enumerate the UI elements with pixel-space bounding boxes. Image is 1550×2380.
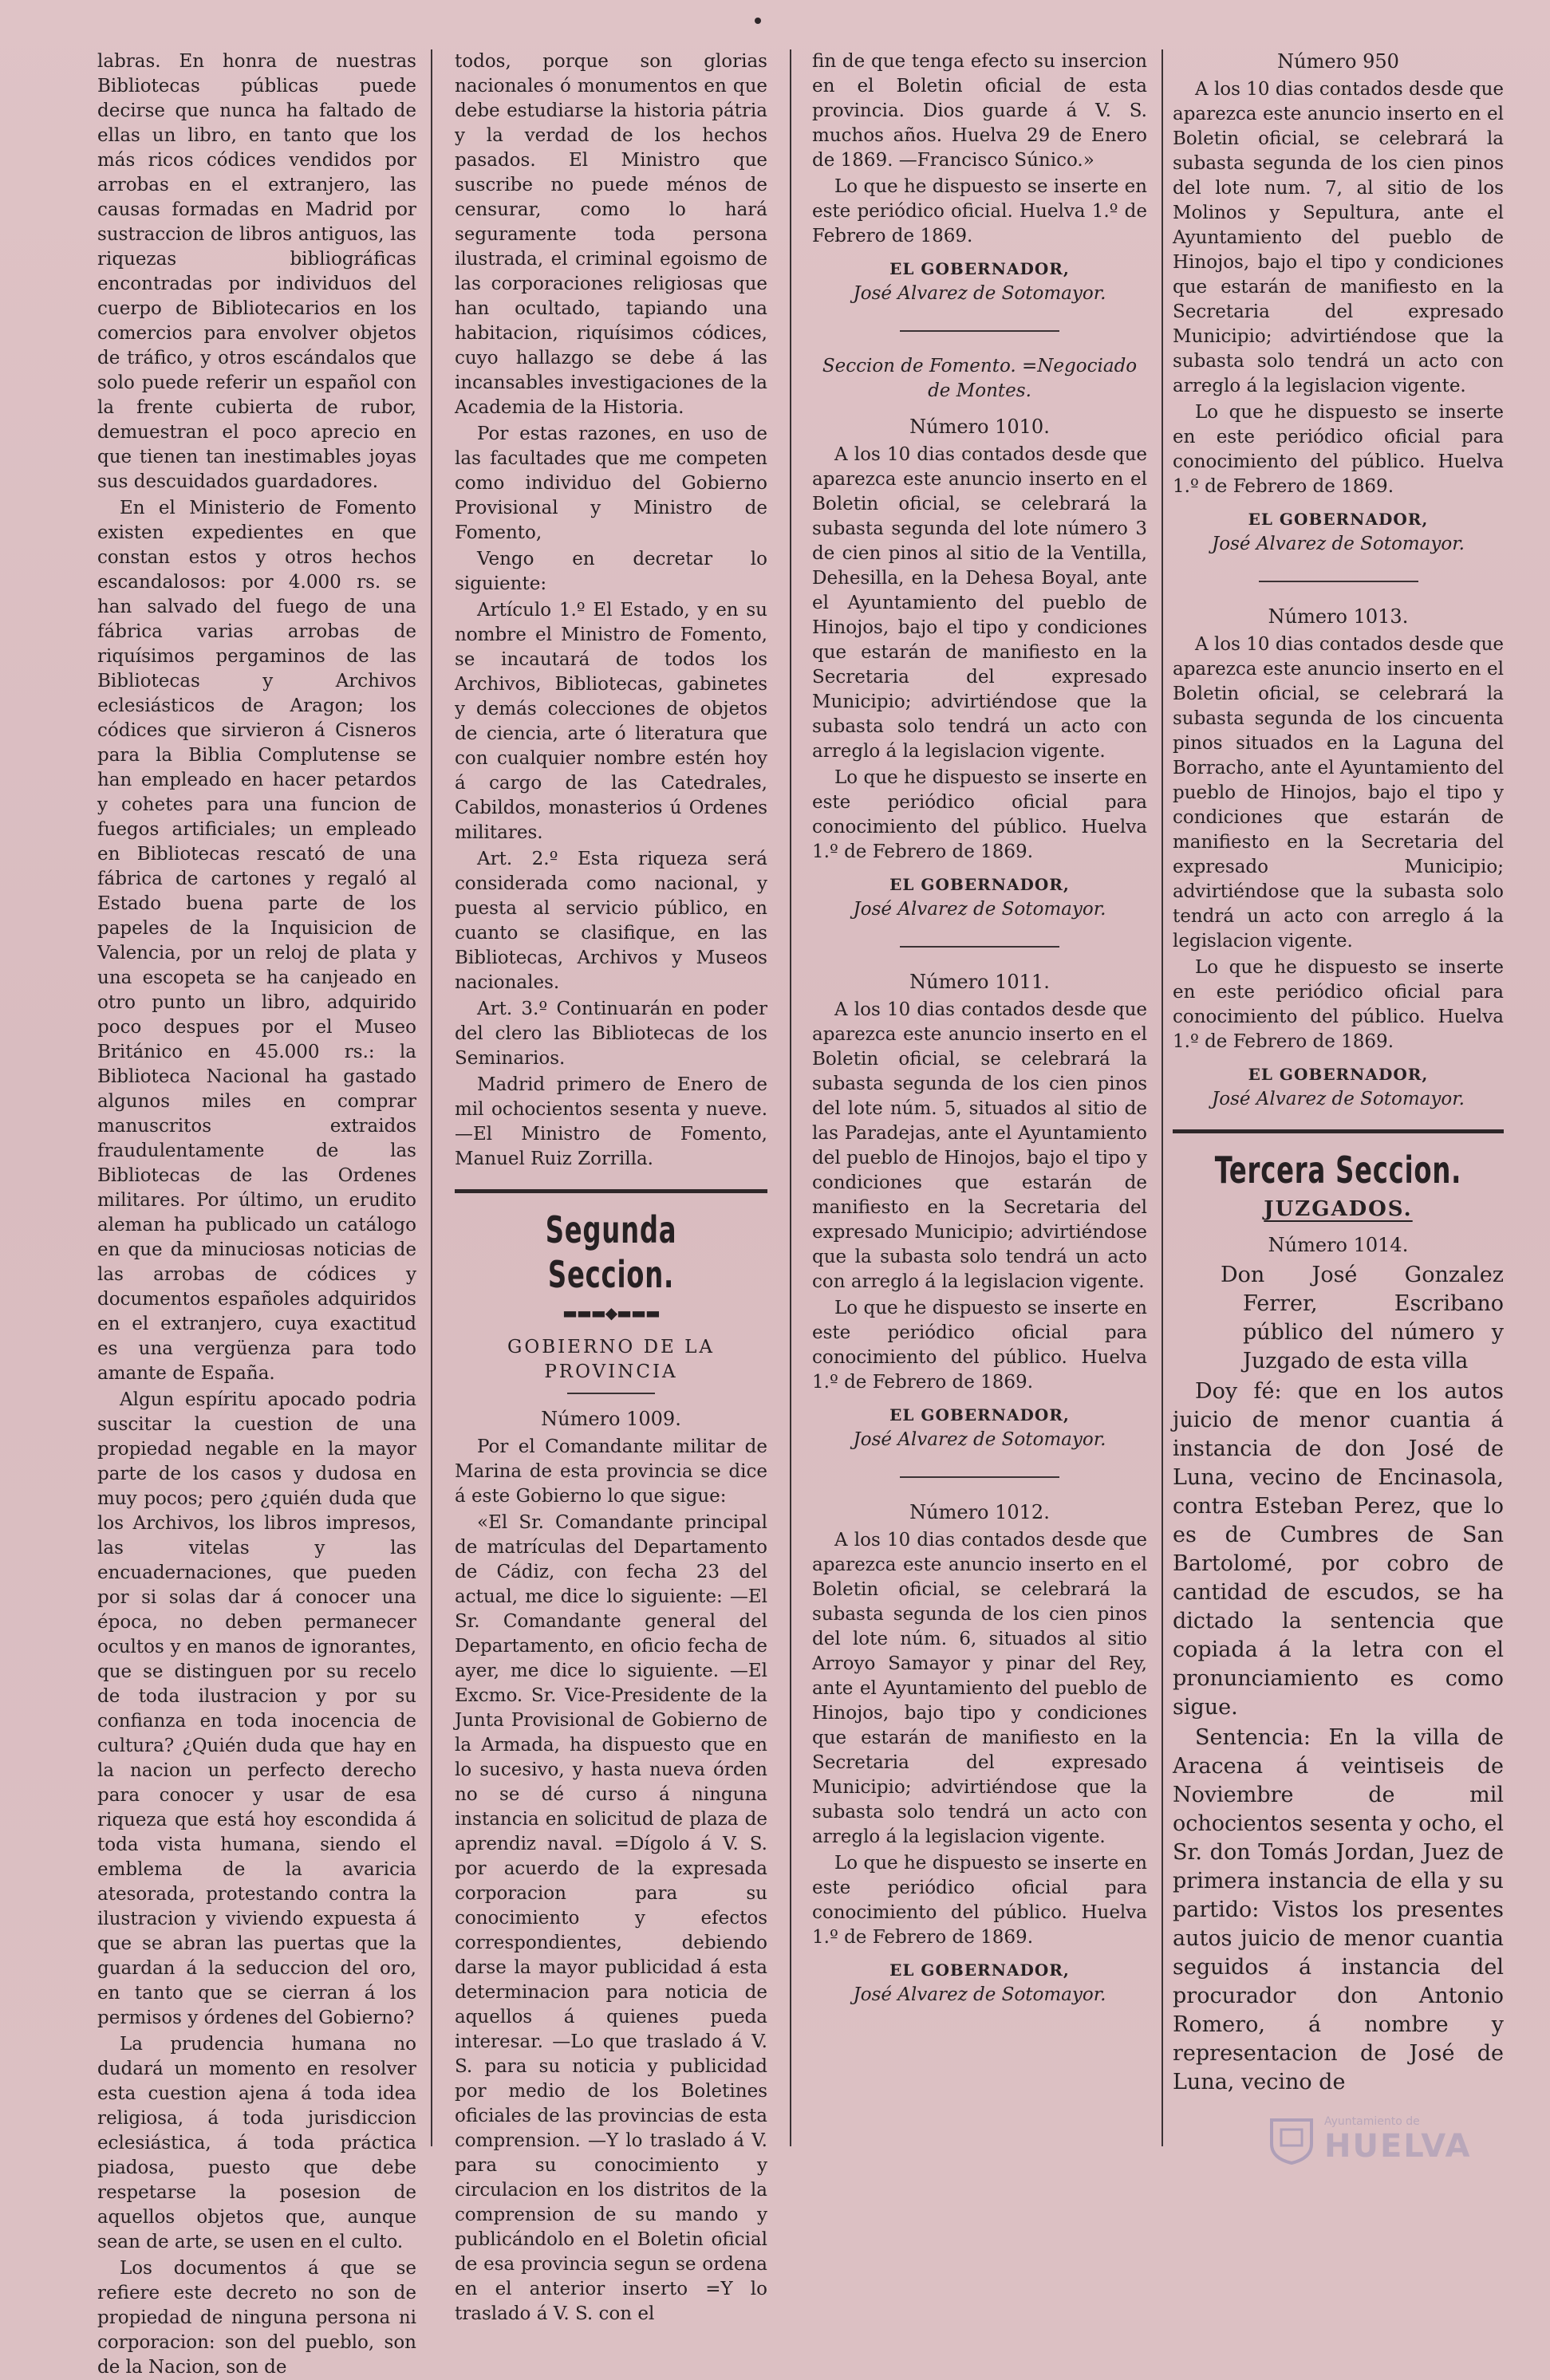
- paragraph: Lo que he dispuesto se inserte en este periódico oficial para conocimiento del público. Huelva 1.º de Febrero de 1869.: [812, 767, 1147, 862]
- signature-name: José Alvarez de Sotomayor.: [853, 1984, 1106, 2005]
- notice-number: Número 1013.: [1268, 605, 1409, 628]
- notice-divider: [900, 946, 1059, 948]
- paragraph: A los 10 dias contados desde que aparezca este anuncio inserto en el Boletin oficial, se celebrará la subasta segunda de los cien pinos del lote num. 7, al sitio de los Molinos y Sepultura, ante el Ayuntamiento del pueblo de Hinojos, bajo el tipo y condiciones que estarán de manifiesto en la Secretaria del expresado Municipio; advirtiéndose que la subasta solo tendrá un acto con arreglo á la legislacion vigente.: [1173, 79, 1504, 396]
- notice-divider: [900, 1476, 1059, 1478]
- ornament-divider: ▬▬▬◆▬▬▬: [562, 1303, 660, 1322]
- notice-number: Número 1014.: [1268, 1234, 1409, 1256]
- paragraph: En el Ministerio de Fomento existen expedientes en que constan estos y otros hechos escandalosos: por 4.000 rs. se han salvado del fuego de una fábrica varias arrobas de riquísimos pergaminos de las Bibliotecas y Archivos eclesiásticos de Aragon; los códices que sirvieron á Cisneros para la Biblia Complutense se han empleado en hacer petardos y cohetes para una funcion de fuegos artificiales; un empleado en Bibliotecas rescató de una fábrica de cartones y regaló al Estado buena parte de los papeles de la Inquisicion de Valencia, por un reloj de plata y una escopeta se ha canjeado en otro punto un libro, adquirido poco despues por el Museo Británico en 45.000 rs.: la Biblioteca Nacional ha gastado algunos miles en comprar manuscritos extraidos fraudulentamente de las Bibliotecas de las Ordenes militares. Por último, un erudito aleman ha publicado un catálogo en que da minuciosas noticias de las arrobas de códices y documentos españoles adquiridos en el extranjero, cuya exactitud es una vergüenza para todo amante de España.: [97, 498, 416, 1384]
- paragraph: Lo que he dispuesto se inserte en este periódico oficial. Huelva 1.º de Febrero de 1869.: [812, 176, 1147, 246]
- paragraph: Lo que he dispuesto se inserte en este periódico oficial para conocimiento del público. Huelva 1.º de Febrero de 1869.: [1173, 402, 1504, 497]
- paragraph: Los documentos á que se refiere este decreto no son de propiedad de ninguna persona ni corporacion: son del pueblo, son de la Nacion, son de: [97, 2258, 416, 2378]
- paragraph: Madrid primero de Enero de mil ochocientos sesenta y nueve.—El Ministro de Fomento, Manuel Ruiz Zorrilla.: [455, 1074, 767, 1169]
- paragraph: A los 10 dias contados desde que aparezca este anuncio inserto en el Boletin oficial, se celebrará la subasta segunda de los cien pinos del lote núm. 5, situados al sitio de las Paradejas, ante el Ayuntamiento del pueblo de Hinojos, bajo el tipo y condiciones que estarán de manifiesto en la Secretaria del expresado Municipio; advirtiéndose que la subasta solo tendrá un acto con arreglo á la legislacion vigente.: [812, 999, 1147, 1292]
- print-mark: [755, 18, 761, 24]
- paragraph: Artículo 1.º El Estado, y en su nombre el Ministro de Fomento, se incautará de todos los Archivos, Bibliotecas, gabinetes y demás colecciones de objetos de ciencia, arte ó literatura que con cualquier nombre estén hoy á cargo de las Catedrales, Cabildos, monasterios ú Ordenes militares.: [455, 600, 767, 843]
- signature-name: José Alvarez de Sotomayor.: [853, 283, 1106, 304]
- paragraph: Don José Gonzalez Ferrer, Escribano público del número y Juzgado de esta villa: [1221, 1263, 1504, 1373]
- notice-divider: [1259, 581, 1418, 582]
- watermark-caption: Ayuntamiento de: [1324, 2115, 1420, 2128]
- signature-name: José Alvarez de Sotomayor.: [1212, 1089, 1465, 1109]
- paragraph: «El Sr. Comandante principal de matrículas del Departamento de Cádiz, con fecha 23 del actual, me dice lo siguiente: —El Sr. Comandante general del Departamento, en oficio fecha de ayer, me dice lo siguiente. —El Excmo. Sr. Vice-Presidente de la Junta Provisional de Gobierno de la Armada, ha dispuesto que en lo sucesivo, y hasta nueva órden no se dé curso á ninguna instancia en solicitud de plaza de aprendiz naval. =Dígolo á V. S. por acuerdo de la expresada corporacion para su conocimiento y efectos correspondientes, debiendo darse la mayor publicidad á esta determinacion para noticia de aquellos á quienes pueda interesar. —Lo que traslado á V. S. para su noticia y publicidad por medio de los Boletines oficiales de las provincias de esta comprension. —Y lo traslado á V. para su conocimiento y circulacion en los distritos de la comprension de su mando y publicándolo en el Boletin oficial de esa provincia segun se ordena en el anterior inserto =Y lo traslado á V. S. con el: [455, 1512, 767, 2324]
- paragraph: Art. 2.º Esta riqueza será considerada como nacional, y puesta al servicio público, en cuanto se clasifique, en las Bibliotecas, Archivos y Museos nacionales.: [455, 849, 767, 993]
- paragraph: Art. 3.º Continuarán en poder del clero las Bibliotecas de los Seminarios.: [455, 999, 767, 1069]
- paragraph: Doy fé: que en los autos juicio de menor cuantia á instancia de don José de Luna, vecino de Encinasola, contra Esteban Perez, que lo es de Cumbres de San Bartolomé, por cobro de cantidad de escudos, se ha dictado la sentencia que copiada á la letra con el pronunciamiento es como sigue.: [1173, 1379, 1504, 1720]
- watermark-city: HUELVA: [1324, 2128, 1472, 2165]
- paragraph: labras. En honra de nuestras Bibliotecas públicas puede decirse que nunca ha faltado de ellas un libro, en tanto que los más ricos códices vendidos por arrobas en el extranjero, las causas formadas en Madrid por sustraccion de libros antiguos, las riquezas bibliográficas encontradas por individuos del cuerpo de Bibliotecarios en los comercios para envolver objetos de tráfico, y otros escándalos que solo puede referir un español con la frente cubierta de rubor, demuestran el poco aprecio en que tienen tan inestimables joyas sus descuidados guardadores.: [97, 51, 416, 492]
- paragraph: Sentencia: En la villa de Aracena á veintiseis de Noviembre de mil ochocientos sesenta y ocho, el Sr. don Tomás Jordan, Juez de primera instancia de ella y su partido: Vistos los presentes autos juicio de menor cuantia seguidos á instancia del procurador don Antonio Romero, á nombre y representacion de José de Luna, vecino de: [1173, 1725, 1504, 2094]
- paragraph: Lo que he dispuesto se inserte en este periódico oficial para conocimiento del público. Huelva 1.º de Febrero de 1869.: [812, 1853, 1147, 1948]
- paragraph: La prudencia humana no dudará un momento en resolver esta cuestion ajena á toda idea religiosa, á toda jurisdiccion eclesiástica, á toda práctica piadosa, puesto que debe respetarse la posesion de aquellos objetos que, aunque sean de arte, se usen en el culto.: [97, 2034, 416, 2252]
- column-1: [97, 49, 416, 2378]
- paragraph: Lo que he dispuesto se inserte en este periódico oficial para conocimiento del público. Huelva 1.º de Febrero de 1869.: [1173, 957, 1504, 1052]
- paragraph: Por estas razones, en uso de las facultades que me competen como individuo del Gobierno Provisional y Ministro de Fomento,: [455, 424, 767, 543]
- section-title: Tercera Seccion.: [1214, 1149, 1462, 1192]
- city-shield-icon: [1268, 2117, 1315, 2165]
- signature-title: EL GOBERNADOR,: [889, 875, 1070, 894]
- paragraph: fin de que tenga efecto su insercion en el Boletin oficial de esta provincia. Dios guarde á V. S. muchos años. Huelva 29 de Enero de 1869. —Francisco Súnico.»: [812, 51, 1147, 171]
- section-title: Segunda Seccion.: [545, 1208, 677, 1296]
- paragraph: todos, porque son glorias nacionales ó monumentos en que debe estudiarse la historia pátria y la verdad de los hechos pasados. El Ministro que suscribe no puede ménos de censurar, como lo hará seguramente toda persona ilustrada, el criminal egoismo de las corporaciones religiosas que han ocultado, tapiando una habitacion, riquísimos códices, cuyo hallazgo se debe á las incansables investigaciones de la Academia de la Historia.: [455, 51, 767, 418]
- section-subheading: Seccion de Fomento. =Negociado de Montes.: [822, 356, 1138, 401]
- government-heading: GOBIERNO DE LA PROVINCIA: [507, 1337, 716, 1382]
- section-divider: [1173, 1129, 1504, 1133]
- notice-divider: [900, 330, 1059, 332]
- paragraph: Algun espíritu apocado podria suscitar la cuestion de una propiedad negable en la mayor parte de los casos y dudosa en muy pocos; pero ¿quién duda que los Archivos, los libros impresos, las vitelas y las encuadernaciones, que pueden por si solas dar á conocer una época, no deben permanecer ocultos y en manos de ignorantes, que se distinguen por su recelo de toda ilustracion y por su confianza en toda inocencia de cultura? ¿Quién duda que hay en la nacion un perfecto derecho para conocer y usar de esa riqueza que está hoy escondida á toda vista humana, siendo el emblema de la avaricia atesorada, protestando contra la ilustracion y viviendo expuesta á que se abran las puertas que la guardan á la seduccion del oro, en tanto que se cierran á los permisos y órdenes del Gobierno?: [97, 1389, 416, 2028]
- signature-title: EL GOBERNADOR,: [889, 1960, 1070, 1980]
- notice-number: Número 950: [1277, 50, 1399, 73]
- signature-name: José Alvarez de Sotomayor.: [853, 899, 1106, 920]
- notice-number: Número 1012.: [909, 1501, 1050, 1523]
- notice-number: Número 1011.: [909, 971, 1050, 993]
- column-rule: [431, 49, 432, 2146]
- paragraph: Vengo en decretar lo siguiente:: [455, 549, 767, 594]
- column-3: [812, 49, 1147, 2162]
- column-rule: [790, 49, 791, 2146]
- signature-title: EL GOBERNADOR,: [1248, 510, 1429, 529]
- column-4: [1173, 49, 1504, 2162]
- paragraph: A los 10 dias contados desde que aparezca este anuncio inserto en el Boletin oficial, se celebrará la subasta segunda del lote número 3 de cien pinos al sitio de la Ventilla, Dehesilla, en la Dehesa Boyal, ante el Ayuntamiento del pueblo de Hinojos, bajo el tipo y condiciones que estarán de manifiesto en la Secretaria del expresado Municipio; advirtiéndose que la subasta solo tendrá un acto con arreglo á la legislacion vigente.: [812, 444, 1147, 762]
- signature-title: EL GOBERNADOR,: [1248, 1065, 1429, 1084]
- paragraph: Lo que he dispuesto se inserte en este periódico oficial para conocimiento del público. Huelva 1.º de Febrero de 1869.: [812, 1298, 1147, 1393]
- section-divider: [455, 1189, 767, 1193]
- archive-watermark: [1268, 2114, 1508, 2169]
- paragraph: A los 10 dias contados desde que aparezca este anuncio inserto en el Boletin oficial, se celebrará la subasta segunda de los cien pinos del lote núm. 6, situados al sitio Arroyo Samayor y pinar del Rey, ante el Ayuntamiento del pueblo de Hinojos, bajo tipo y condiciones que estarán de manifiesto en la Secretaria del expresado Municipio; advirtiéndose que la subasta solo tendrá un acto con arreglo á la legislacion vigente.: [812, 1530, 1147, 1847]
- notice-number: Número 1010.: [909, 416, 1050, 438]
- signature-title: EL GOBERNADOR,: [889, 1405, 1070, 1424]
- paragraph: A los 10 dias contados desde que aparezca este anuncio inserto en el Boletin oficial, se celebrará la subasta segunda de los cincuenta pinos situados en la Laguna del Borracho, ante el Ayuntamiento del pueblo de Hinojos, bajo el tipo y condiciones que estarán de manifiesto en la Secretaria del expresado Municipio; advirtiéndose que la subasta solo tendrá un acto con arreglo á la legislacion vigente.: [1173, 634, 1504, 952]
- paragraph: Por el Comandante militar de Marina de esta provincia se dice á este Gobierno lo que sigue:: [455, 1436, 767, 1507]
- signature-title: EL GOBERNADOR,: [889, 259, 1070, 278]
- column-2: [455, 49, 767, 2324]
- signature-name: José Alvarez de Sotomayor.: [853, 1429, 1106, 1450]
- column-rule: [1162, 49, 1163, 2146]
- notice-number: Número 1009.: [541, 1408, 681, 1430]
- short-divider: [567, 1393, 655, 1394]
- signature-name: José Alvarez de Sotomayor.: [1212, 534, 1465, 554]
- section-subtitle: JUZGADOS.: [1264, 1197, 1413, 1221]
